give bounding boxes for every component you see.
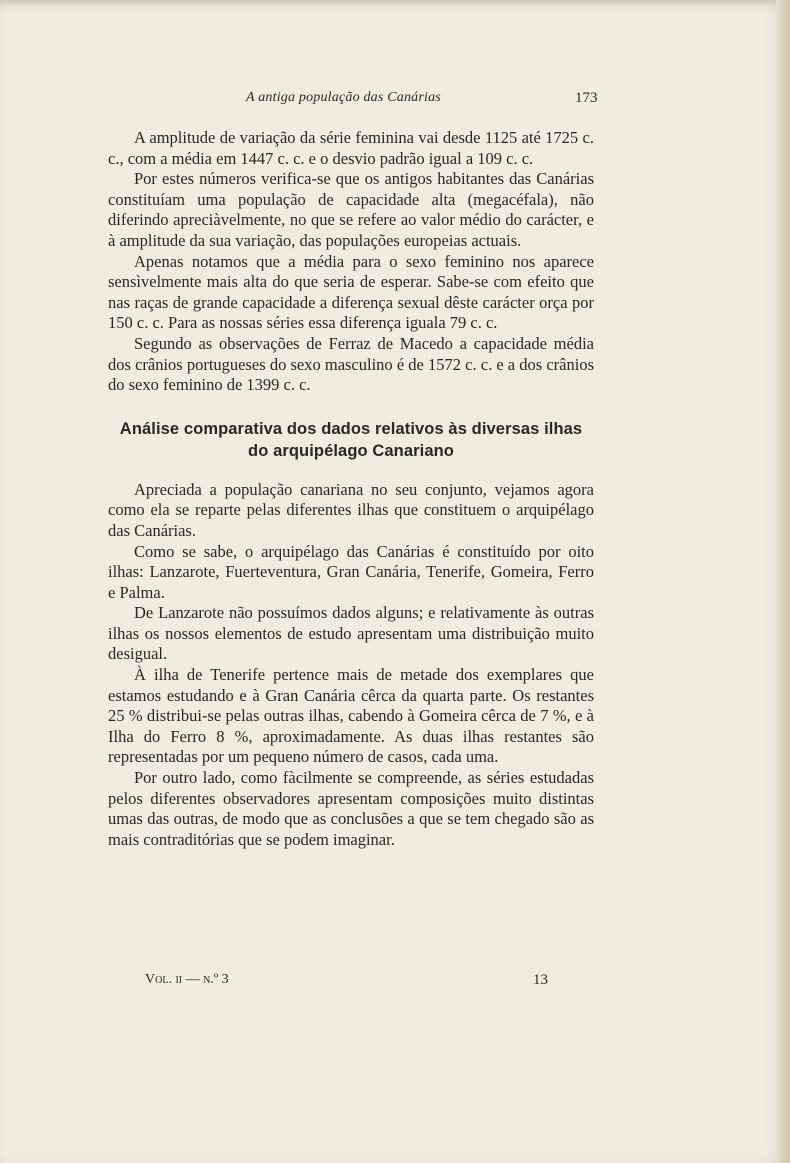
paragraph: De Lanzarote não possuímos dados alguns; e relativamente às outras ilhas os nossos elementos de estudo apresentam uma distribuição muito desigual.: [108, 603, 594, 664]
paragraph: Segundo as observações de Ferraz de Macedo a capacidade média dos crânios portugueses do sexo masculino é de 1572 c. c. e a dos crânios do sexo feminino de 1399 c. c.: [108, 333, 594, 395]
paragraph: À ilha de Tenerife pertence mais de metade dos exemplares que estamos estudando e à Gran Canária cêrca da quarta parte. Os restantes 25 % distribui-se pelas outras ilhas, cabendo à Gomeira cêrca de 7 %, e à Ilha do Ferro 8 %, aproximadamente. As duas ilhas restantes são representadas por um pequeno número de casos, cada uma.: [108, 665, 594, 767]
paragraph: Por estes números verifica-se que os antigos habitantes das Canárias constituíam uma população de capacidade alta (megacéfala), não diferindo apreciàvelmente, no que se refere ao valor médio do carácter, e à amplitude da sua variação, das populações europeias actuais.: [108, 169, 594, 250]
paragraph: Como se sabe, o arquipélago das Canárias é constituído por oito ilhas: Lanzarote, Fuerteventura, Gran Canária, Tenerife, Gomeira, Ferro e Palma.: [108, 541, 594, 602]
paragraph: Apreciada a população canariana no seu conjunto, vejamos agora como ela se reparte pelas diferentes ilhas que constituem o arquipélago das Canárias.: [108, 479, 594, 540]
running-header: [0, 90, 790, 112]
paragraph: Por outro lado, como fàcilmente se compreende, as séries estudadas pelos diferentes observadores apresentam composições muito distintas umas das outras, de modo que as conclusões a que se tem chegado são as mais contraditórias que se podem imaginar.: [108, 768, 594, 849]
body-text: [108, 128, 594, 850]
signature-mark: 13: [533, 972, 548, 988]
section-heading-line-2: do arquipélago Canariano: [248, 441, 454, 460]
section-heading-line-1: Análise comparativa dos dados relativos às diversas ilhas: [119, 419, 583, 438]
running-title: A antiga população das Canárias: [246, 90, 441, 105]
paragraph: Apenas notamos que a média para o sexo feminino nos aparece sensìvelmente mais alta do que seria de esperar. Sabe-se com efeito que nas raças de grande capacidade a diferença sexual dêste carácter orça por 150 c. c. Para as nossas séries essa diferença iguala 79 c. c.: [108, 251, 594, 333]
page-number: 173: [575, 90, 598, 106]
page-footer: [0, 972, 790, 994]
section-heading: [108, 418, 594, 462]
paragraph: A amplitude de variação da série feminina vai desde 1125 até 1725 c. c., com a média em 1447 c. c. e o desvio padrão igual a 109 c. c.: [108, 128, 594, 168]
volume-label: Vol. ii — n.º 3: [145, 972, 229, 987]
